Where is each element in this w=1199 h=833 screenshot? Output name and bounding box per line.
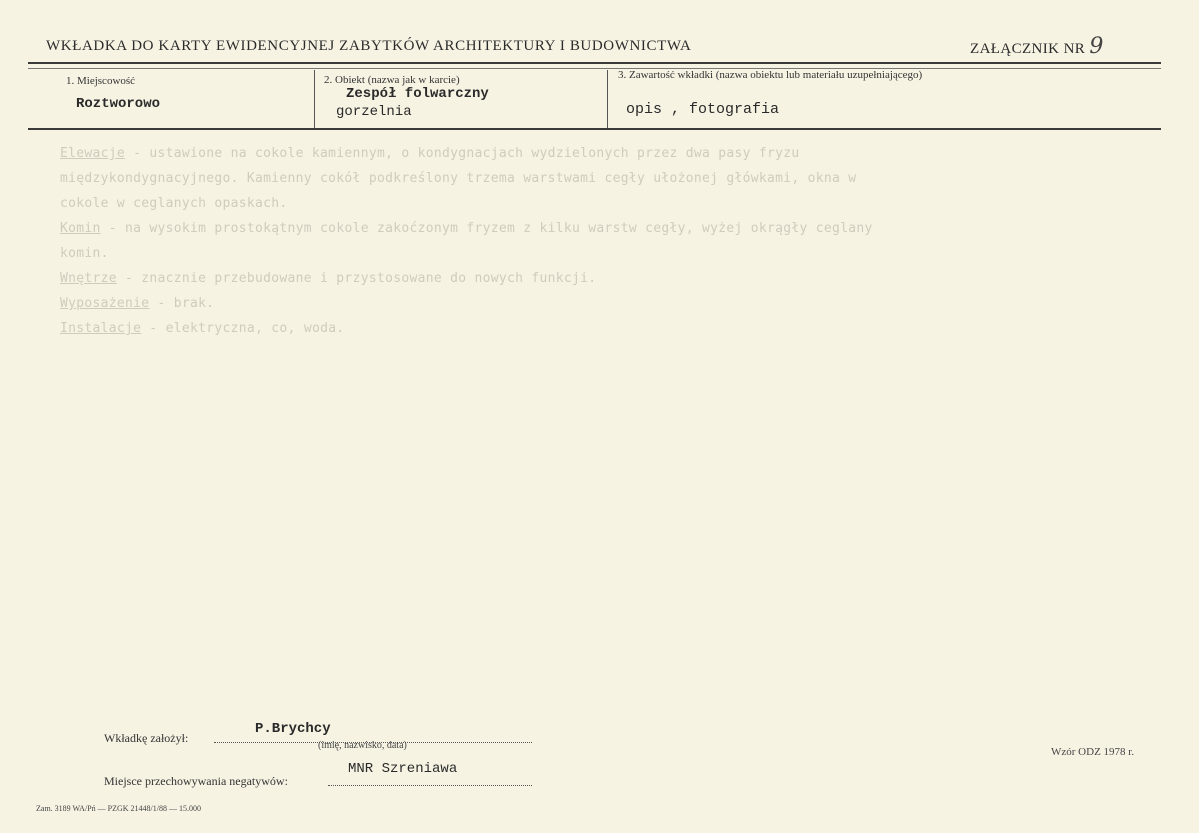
- body-text: - znacznie przebudowane i przystosowane do nowych funkcji.: [116, 271, 597, 286]
- body-text: - na wysokim prostokątnym cokole zakoćzonym fryzem z kilku warstw cegły, wyżej okrągły ceglany: [100, 221, 873, 236]
- field-object-label: 2. Obiekt (nazwa jak w karcie): [324, 74, 460, 86]
- body-line: [60, 196, 288, 211]
- body-line: [60, 296, 214, 311]
- body-line: [60, 146, 800, 161]
- appendix-number-value: 9: [1089, 34, 1104, 59]
- body-line: [60, 171, 856, 186]
- section-heading-installations: Instalacje: [60, 321, 142, 336]
- print-note: Zam. 3189 WA/Pń — PZGK 21448/1/88 — 15.000: [36, 804, 201, 813]
- appendix-label: ZAŁĄCZNIK NR: [970, 41, 1086, 57]
- founder-value: P.Brychcy: [255, 721, 331, 737]
- header-rule-sub: [28, 68, 1161, 69]
- body-line: [60, 221, 873, 236]
- field-contents-label: 3. Zawartość wkładki (nazwa obiektu lub materiału uzupełniającego): [618, 69, 923, 81]
- body-text: - ustawione na cokole kamiennym, o kondygnacjach wydzielonych przez dwa pasy fryzu: [125, 146, 800, 161]
- body-line: [60, 271, 596, 286]
- appendix-number: [970, 34, 1104, 59]
- field-divider-1: [314, 70, 315, 128]
- negatives-value: MNR Szreniawa: [348, 761, 458, 777]
- founder-hint: (imię, nazwisko, data): [318, 740, 407, 751]
- negatives-label: Miejsce przechowywania negatywów:: [104, 774, 288, 788]
- body-text: międzykondygnacyjnego. Kamienny cokół podkreślony trzema warstwami cegły ułożonej główkami, okna w: [60, 171, 857, 186]
- field-contents-value: opis , fotografia: [626, 101, 780, 118]
- body-line: [60, 246, 109, 261]
- negatives-dotline: [328, 785, 532, 786]
- section-heading-chimney: Komin: [60, 221, 101, 236]
- header-rule-top: [28, 62, 1161, 64]
- form-title: WKŁADKA DO KARTY EWIDENCYJNEJ ZABYTKÓW ARCHITEKTURY I BUDOWNICTWA: [46, 38, 692, 54]
- body-text: - brak.: [149, 296, 215, 311]
- body-text: cokole w ceglanych opaskach.: [60, 196, 288, 211]
- header-rule-bottom: [28, 128, 1161, 130]
- field-object-value-line2: gorzelnia: [336, 104, 412, 120]
- field-location-label: 1. Miejscowość: [66, 75, 136, 87]
- template-note: Wzór ODZ 1978 r.: [1051, 746, 1135, 758]
- body-line: [60, 321, 344, 336]
- field-divider-2: [607, 70, 608, 128]
- body-text: komin.: [60, 246, 109, 261]
- field-object-value-line1: Zespół folwarczny: [346, 86, 489, 102]
- body-text: - elektryczna, co, woda.: [141, 321, 345, 336]
- field-location-value: Roztworowo: [76, 96, 161, 112]
- section-heading-elevations: Elewacje: [60, 146, 126, 161]
- section-heading-interior: Wnętrze: [60, 271, 117, 286]
- founder-label: Wkładkę założył:: [104, 731, 189, 745]
- section-heading-equipment: Wyposażenie: [60, 296, 150, 311]
